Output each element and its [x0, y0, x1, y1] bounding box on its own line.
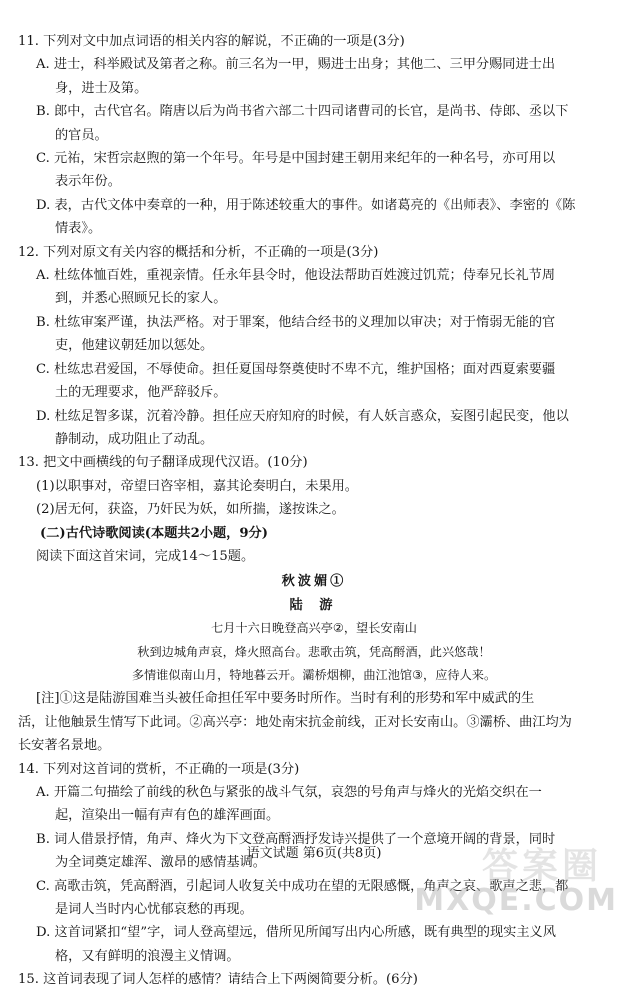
q11-option-a: A. 进士，科举殿试及第者之称。前三名为一甲，赐进士出身；其他二、三甲分赐同进士出 [36, 57, 556, 73]
q13-sentence-2: (2)居无何，获盗，乃奸民为妖，如所揣，遂按诛之。 [36, 502, 345, 518]
q14-option-a: A. 开篇二句描绘了前线的秋色与紧张的战斗气氛，哀怨的号角声与烽火的光焰交织在一 [36, 785, 542, 800]
q12-option-a: A. 杜纮体恤百姓，重视亲情。任永年县令时，他设法帮助百姓渡过饥荒；侍奉兄长礼节周 [36, 268, 556, 284]
q14-option-b-cont: 为全词奠定雄浑、激昂的感情基调。 [55, 855, 266, 871]
section-intro: 阅读下面这首宋词，完成14～15题。 [36, 548, 255, 564]
q14-option-d-cont: 格，又有鲜明的浪漫主义情调。 [55, 948, 240, 964]
q11-option-b: B. 郎中，古代官名。隋唐以后为尚书省六部二十四司诸曹司的长官，是尚书、侍郎、丞以下 [36, 104, 569, 120]
q14-option-b: B. 词人借景抒情，角声、烽火为下文登高酹酒抒发诗兴提供了一个意境开阔的背景，同时 [36, 831, 556, 847]
poem-line-1: 秋到边城角声哀，烽火照高台。悲歌击筑，凭高酹酒，此兴悠哉！ [137, 644, 491, 659]
section-heading: (二)古代诗歌阅读(本题共2小题，9分) [40, 525, 268, 541]
poem-note-cont-2: 长安著名景地。 [18, 738, 111, 754]
q12-option-b: B. 杜纮审案严谨，执法严格。对于罪案，他结合经书的义理加以审决；对于惰弱无能的官 [36, 314, 556, 330]
page-footer: 语文试题 第6页(共8页) [246, 846, 382, 861]
poem-title: 秋波媚① [281, 574, 347, 590]
q12-option-c: C. 杜纮忠君爱国，不辱使命。担任夏国母祭奠使时不卑不亢，维护国格；面对西夏索要疆 [36, 361, 556, 377]
q11-option-c: C. 元祐，宋哲宗赵煦的第一个年号。年号是中国封建王朝用来纪年的一种名号，亦可用以 [36, 151, 556, 167]
q15-stem: 15. 这首词表现了词人怎样的感情？请结合上下两阕简要分析。(6分) [18, 972, 418, 988]
poem-subtitle: 七月十六日晚登高兴亭②，望长安南山 [211, 621, 417, 636]
q11-option-a-cont: 身，进士及第。 [55, 80, 148, 96]
q14-option-d: D. 这首词紧扣“望”字，词人登高望远，借所见所闻写出内心所感，既有典型的现实主义风 [36, 925, 556, 941]
watermark-site: MXQE.COM [414, 882, 618, 918]
q14-option-c-cont: 是词人当时内心忧郁哀愁的再现。 [55, 902, 253, 918]
q11-option-d-cont: 情表》。 [55, 221, 102, 237]
q11-option-c-cont: 表示年份。 [55, 174, 121, 190]
q13-sentence-1: (1)以职事对，帝望曰咨宰相，嘉其论奏明白，未果用。 [36, 478, 358, 494]
watermark-logo: 答案圈 [481, 845, 602, 887]
q12-option-d-cont: 静制动，成功阻止了动乱。 [55, 431, 214, 447]
poem-author: 陆 游 [289, 597, 339, 613]
q12-option-d: D. 杜纮足智多谋，沉着冷静。担任应天府知府的时候，有人妖言惑众，妄图引起民变，他以 [36, 408, 569, 424]
watermark [414, 822, 620, 918]
poem-note: [注]①这是陆游国难当头被任命担任军中要务时所作。当时有利的形势和军中威武的生 [36, 691, 535, 707]
q12-option-b-cont: 吏，他建议朝廷加以惩处。 [55, 338, 214, 354]
q13-stem: 13. 把文中画横线的句子翻译成现代汉语。(10分) [18, 455, 308, 471]
q11-stem: 11. 下列对文中加点词语的相关内容的解说，不正确的一项是(3分) [18, 34, 405, 49]
q11-option-d: D. 表，古代文体中奏章的一种，用于陈述较重大的事件。如诸葛亮的《出师表》、李密的《陈 [36, 197, 576, 213]
q14-option-c: C. 高歌击筑，凭高酹酒，引起词人收复关中成功在望的无限感慨，角声之哀、歌声之悲，都 [36, 878, 569, 894]
poem-note-cont-1: 活，让他触景生情写下此词。②高兴亭：地处南宋抗金前线，正对长安南山。③灞桥、曲江均为 [18, 714, 572, 730]
q12-option-a-cont: 到，并悉心照顾兄长的家人。 [55, 291, 227, 307]
poem-line-2: 多情谁似南山月，特地暮云开。灞桥烟柳，曲江池馆③，应待人来。 [131, 667, 497, 682]
q14-option-a-cont: 起，渲染出一幅有声有色的雄浑画面。 [55, 808, 280, 824]
q12-stem: 12. 下列对原文有关内容的概括和分析，不正确的一项是(3分) [18, 244, 379, 260]
q14-stem: 14. 下列对这首词的赏析，不正确的一项是(3分) [18, 761, 300, 777]
q11-option-b-cont: 的官员。 [55, 127, 108, 143]
q12-option-c-cont: 土的无理要求，他严辞驳斥。 [55, 385, 227, 401]
